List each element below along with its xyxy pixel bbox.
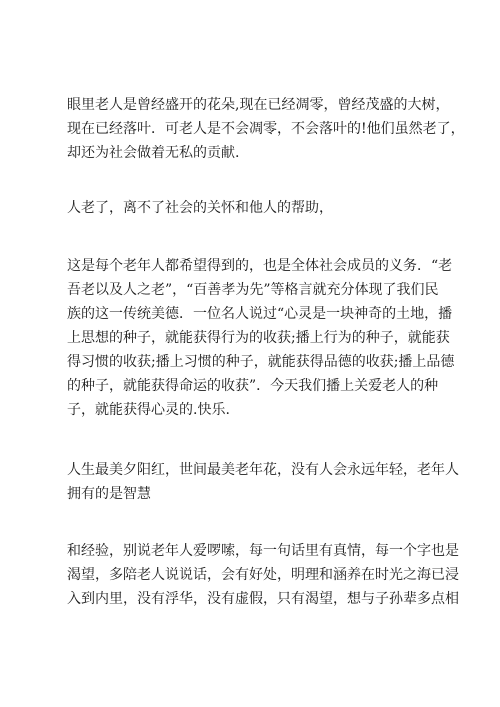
text-line: 子，就能获得心灵的.快乐. <box>67 402 230 418</box>
text-line: 入到内里，没有浮华，没有虚假，只有渴望，想与子孙辈多点相 <box>67 591 459 607</box>
text-line: 的种子，就能获得命运的收获”．今天我们播上关爱老人的种 <box>67 378 439 394</box>
text-line: 人老了，离不了社会的关怀和他人的帮助， <box>67 200 333 216</box>
paragraph-3 <box>67 254 455 422</box>
paragraph-5 <box>67 539 459 611</box>
text-line: 眼里老人是曾经盛开的花朵,现在已经凋零，曾经茂盛的大树， <box>67 97 450 113</box>
text-line: 渴望，多陪老人说说话，会有好处，明理和涵养在时光之海已浸 <box>67 567 459 583</box>
text-line: 拥有的是智慧 <box>67 486 151 502</box>
text-line: 现在已经落叶．可老人是不会凋零，不会落叶的!他们虽然老了， <box>67 121 465 137</box>
text-line: 得习惯的收获;播上习惯的种子，就能获得品德的收获;播上品德 <box>67 354 455 370</box>
text-line: 吾老以及人之老”，“百善孝为先”等格言就充分体现了我们民 <box>67 282 439 298</box>
paragraph-4 <box>67 458 459 506</box>
text-line: 族的这一传统美德．一位名人说过“心灵是一块神奇的土地，播 <box>67 306 453 322</box>
text-line: 这是每个老年人都希望得到的，也是全体社会成员的义务．“老 <box>67 258 453 274</box>
text-line: 上思想的种子，就能获得行为的收获;播上行为的种子，就能获 <box>67 330 450 346</box>
paragraph-1 <box>67 93 465 165</box>
text-line: 人生最美夕阳红，世间最美老年花，没有人会永远年轻，老年人 <box>67 462 459 478</box>
text-line: 和经验，别说老年人爱啰嗦，每一句话里有真情，每一个字也是 <box>67 543 459 559</box>
text-line: 却还为社会做着无私的贡献. <box>67 145 240 161</box>
paragraph-2 <box>67 196 447 220</box>
